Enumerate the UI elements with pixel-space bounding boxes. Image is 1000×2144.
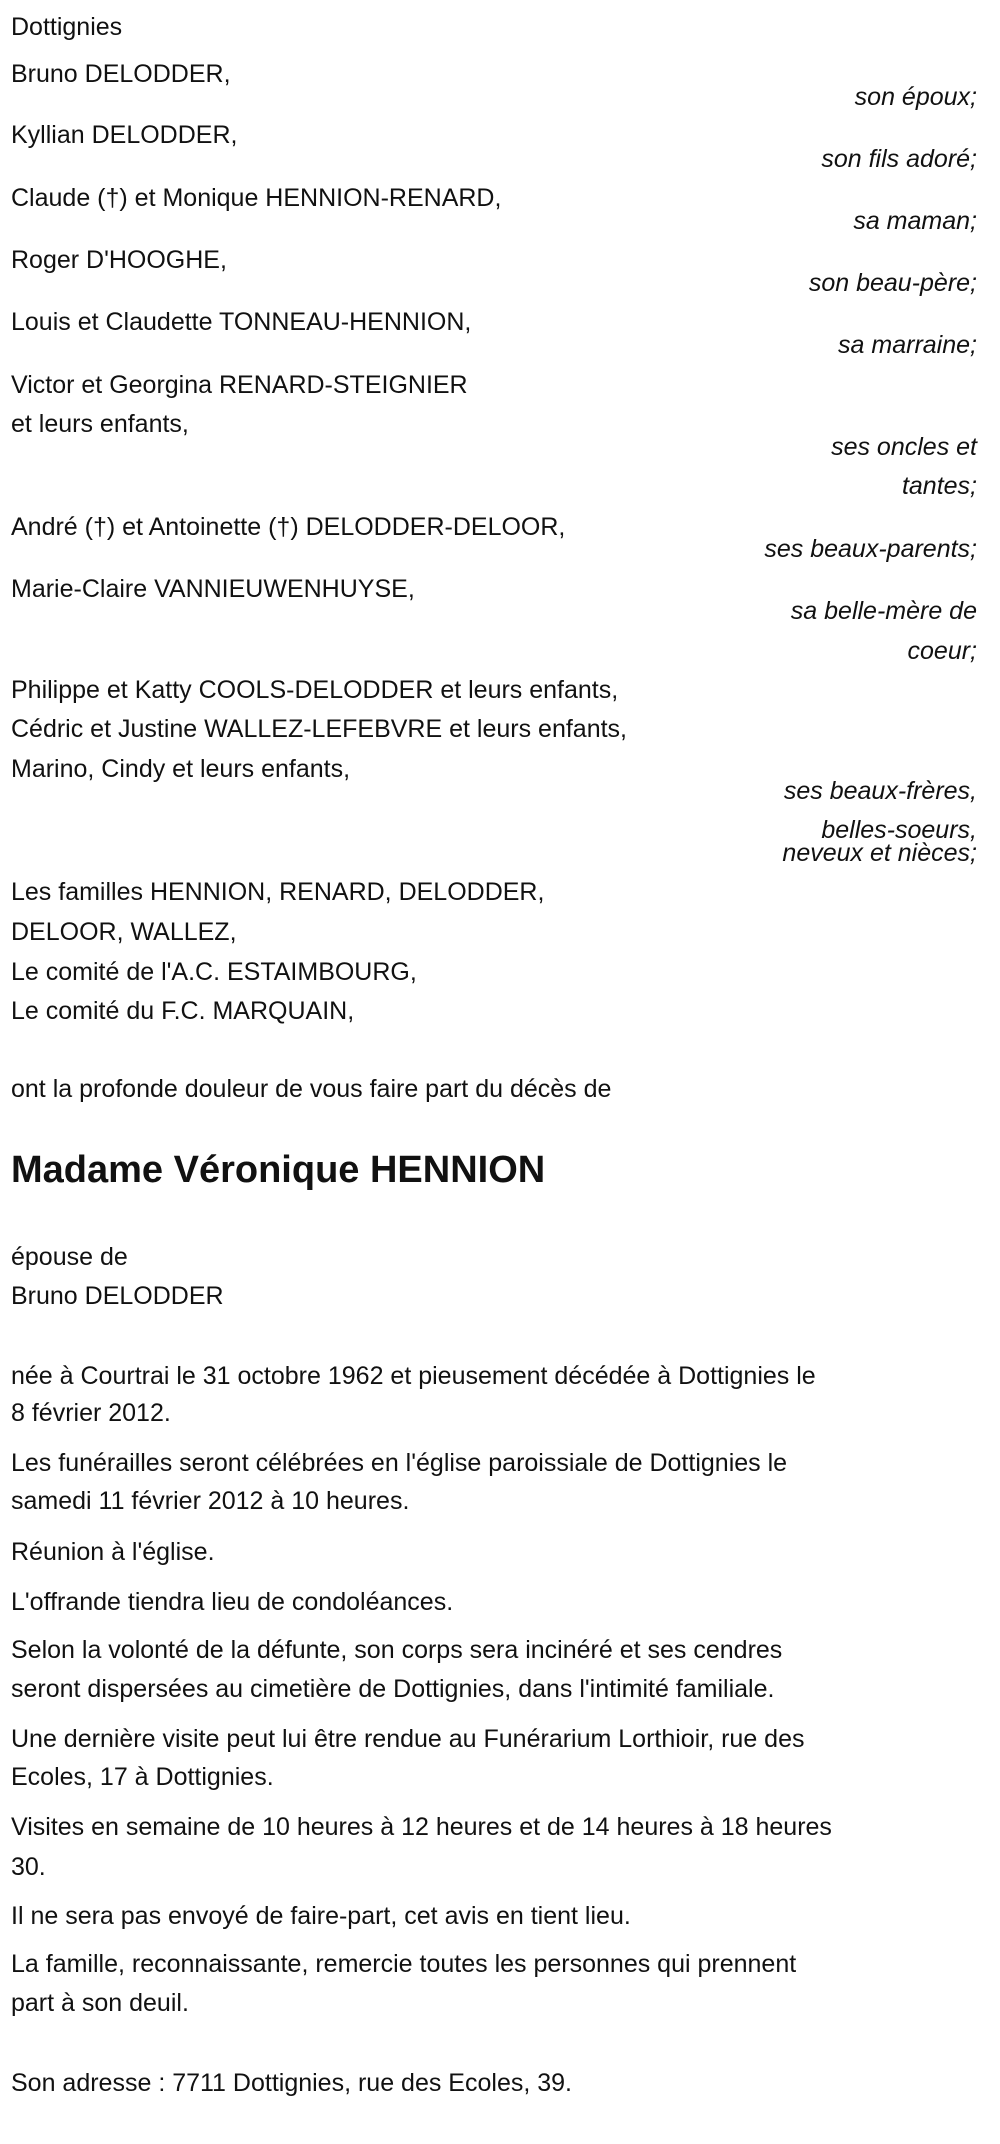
family-member: Louis et Claudette TONNEAU-HENNION, bbox=[11, 308, 472, 336]
detail-line: née à Courtrai le 31 octobre 1962 et pieusement décédée à Dottignies le bbox=[11, 1362, 816, 1390]
relation: sa belle-mère de bbox=[790, 597, 977, 625]
other-mourners: Le comité de l'A.C. ESTAIMBOURG, bbox=[11, 958, 417, 986]
relation: ses beaux-parents; bbox=[764, 535, 977, 563]
detail-line: Les funérailles seront célébrées en l'église paroissiale de Dottignies le bbox=[11, 1449, 788, 1477]
family-member: Marie-Claire VANNIEUWENHUYSE, bbox=[11, 575, 415, 603]
detail-line: Il ne sera pas envoyé de faire-part, cet avis en tient lieu. bbox=[11, 1902, 631, 1930]
relation: sa marraine; bbox=[838, 331, 977, 359]
family-member: Roger D'HOOGHE, bbox=[11, 246, 227, 274]
detail-line: Visites en semaine de 10 heures à 12 heures et de 14 heures à 18 heures bbox=[11, 1813, 832, 1841]
detail-line: part à son deuil. bbox=[11, 1989, 189, 2017]
detail-line: La famille, reconnaissante, remercie toutes les personnes qui prennent bbox=[11, 1950, 797, 1978]
relation-cont: tantes; bbox=[901, 472, 977, 500]
relation-cont: neveux et nièces; bbox=[782, 839, 977, 867]
detail-line: 30. bbox=[11, 1853, 46, 1881]
relation: ses oncles et bbox=[831, 433, 977, 461]
detail-line: samedi 11 février 2012 à 10 heures. bbox=[11, 1487, 410, 1515]
spouse-label: épouse de bbox=[11, 1243, 128, 1271]
family-member: Philippe et Katty COOLS-DELODDER et leurs enfants, bbox=[11, 676, 619, 704]
other-mourners: DELOOR, WALLEZ, bbox=[11, 918, 237, 946]
detail-line: Réunion à l'église. bbox=[11, 1538, 215, 1566]
detail-line: Ecoles, 17 à Dottignies. bbox=[11, 1763, 274, 1791]
relation-cont: belles-soeurs, bbox=[821, 816, 977, 844]
family-member: Bruno DELODDER, bbox=[11, 60, 231, 88]
detail-line: Une dernière visite peut lui être rendue au Funérarium Lorthioir, rue des bbox=[11, 1725, 805, 1753]
detail-line: L'offrande tiendra lieu de condoléances. bbox=[11, 1588, 454, 1616]
detail-line: seront dispersées au cimetière de Dottignies, dans l'intimité familiale. bbox=[11, 1675, 775, 1703]
deceased-name: Madame Véronique HENNION bbox=[11, 1149, 546, 1191]
relation: son époux; bbox=[854, 83, 977, 111]
relation-cont: coeur; bbox=[907, 637, 977, 665]
relation: son beau-père; bbox=[808, 269, 977, 297]
relation: sa maman; bbox=[853, 207, 977, 235]
other-mourners: Le comité du F.C. MARQUAIN, bbox=[11, 997, 355, 1025]
detail-line: Selon la volonté de la défunte, son corps sera incinéré et ses cendres bbox=[11, 1636, 783, 1664]
relation: son fils adoré; bbox=[821, 145, 977, 173]
family-member-cont: Marino, Cindy et leurs enfants, bbox=[11, 755, 351, 783]
spouse-name: Bruno DELODDER bbox=[11, 1282, 224, 1310]
family-member: Claude (†) et Monique HENNION-RENARD, bbox=[11, 184, 502, 212]
announcement: ont la profonde douleur de vous faire part du décès de bbox=[11, 1075, 612, 1103]
family-member: André (†) et Antoinette (†) DELODDER-DELOOR, bbox=[11, 513, 566, 541]
detail-line: 8 février 2012. bbox=[11, 1399, 171, 1427]
location: Dottignies bbox=[11, 13, 123, 41]
family-member-cont: et leurs enfants, bbox=[11, 410, 189, 438]
other-mourners: Les familles HENNION, RENARD, DELODDER, bbox=[11, 878, 545, 906]
family-member-cont: Cédric et Justine WALLEZ-LEFEBVRE et leurs enfants, bbox=[11, 715, 627, 743]
family-member: Kyllian DELODDER, bbox=[11, 121, 238, 149]
address: Son adresse : 7711 Dottignies, rue des Ecoles, 39. bbox=[11, 2069, 572, 2097]
family-member: Victor et Georgina RENARD-STEIGNIER bbox=[11, 371, 468, 399]
relation: ses beaux-frères, bbox=[783, 777, 977, 805]
